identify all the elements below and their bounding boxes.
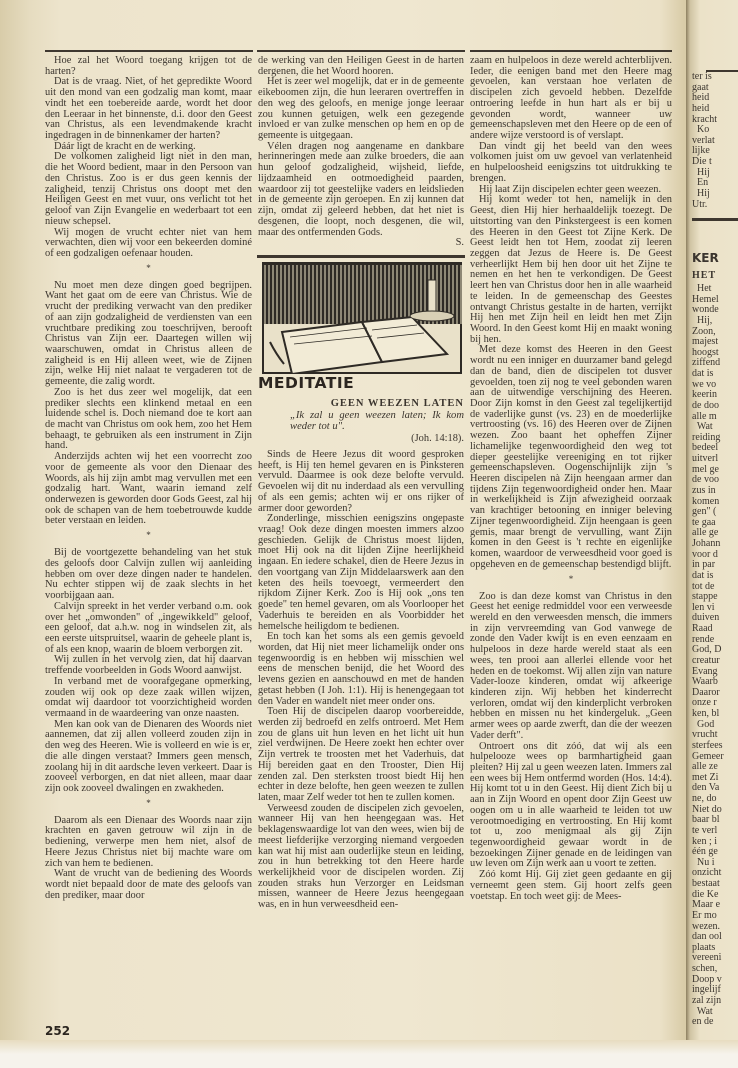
text-line: Er mo bbox=[692, 909, 717, 921]
text-line: en de bbox=[692, 1016, 714, 1028]
text-line: in par bbox=[692, 559, 716, 571]
text-line: mel ge bbox=[692, 463, 719, 475]
page-number: 252 bbox=[45, 1024, 71, 1038]
column-1 bbox=[45, 56, 252, 901]
text-line: zal zijn bbox=[692, 994, 722, 1006]
text-line: En bbox=[692, 177, 709, 189]
next-page-body-text bbox=[692, 284, 724, 1028]
paragraph: Daarom als een Dienaar des Woords naar zijn krachten en gaven getrouw wil zijn in de bediening, verwerpe men hem niet, alsof de Heere Jezus Christus niet bij machte ware om zich van hem te bedienen. bbox=[45, 814, 252, 869]
section-separator: * bbox=[146, 530, 151, 541]
text-line: voor d bbox=[692, 548, 718, 560]
text-line: Waarb bbox=[692, 676, 718, 688]
text-line: rende bbox=[692, 633, 715, 645]
text-line: sterfees bbox=[692, 739, 723, 751]
text-line: de voo bbox=[692, 474, 719, 486]
text-line: Hij bbox=[692, 187, 710, 199]
text-line: dan ool bbox=[692, 931, 722, 943]
text-line: Wat bbox=[692, 1005, 713, 1017]
text-line: Hij bbox=[692, 166, 710, 178]
text-line: Het bbox=[692, 283, 712, 294]
text-line: Evang bbox=[692, 665, 718, 677]
text-line: stappe bbox=[692, 591, 718, 603]
column-2-bottom bbox=[258, 450, 464, 911]
paragraph: Het is zeer wel mogelijk, dat er in de gemeente eikeboomen zijn, die hun leeraren overtreffen in den weg des geloofs, en menige jonge leeraar zou kunnen getuigen, welk een gezegende invloed er van zulke menschen op hem en op de gemeente is uitgegaan. bbox=[258, 76, 464, 142]
paragraph: Met deze komst des Heeren in den Geest wordt nu een inniger en duurzamer band gelegd dan de band, dien de discipelen tot dusver gevoelden, toen zij nog te veel gebonden waren aan de uitwendige verschijning des Heeren. Door Zijn komst in den Geest zal tegelijkertijd de vaderlijke gunst (vs. 23) en de moederlijke vertroosting (vs. 16) des Heeren over de Zijnen wezen. Zoo baant het opheffen Zijner lichamelijke tegenwoordigheid den weg tot dieper geestelijke vereeniging en tot rijker gemeenschapsleven. Oogenschijnlijk zijn 's Heeren discipelen nà Zijn heengaan armer dan tijdens Zijn tegenwoordigheid onder hen. Maar in werkelijkheid is Zijn afwezigheid oorzaak van krachtiger betooning en inniger beleving Zijner tegenwoordigheid. Zijn heengaan is geen gemis, maar brengt de vervulling, want Zijn komen in den Geest is 't rechte en eigenlijke komen, waardoor de verweesdheid voor goed is opgeheven en de gemeenschap bestendigd blijft. bbox=[470, 344, 672, 570]
scripture-reference: (Joh. 14:18). bbox=[411, 433, 464, 444]
scripture-quote: „Ik zal u geen weezen laten; Ik kom weder tot u". bbox=[290, 410, 464, 432]
paragraph: Hoe zal het Woord toegang krijgen tot de harten? bbox=[45, 55, 252, 77]
section-separator: * bbox=[146, 262, 151, 273]
next-page-rule bbox=[692, 218, 738, 221]
text-line: schen, bbox=[692, 963, 718, 974]
paragraph: En toch kan het soms als een gemis gevoeld worden, dat Hij niet meer lichamelijk onder ons tegenwoordig is en hebben wij misschien wel eens de menschen benijd, die het Woord des levens gezien en aanschouwd en met de handen getast hebben (I Joh. 1:1). Hij is henengegaan tot den Vader en wandelt niet meer onder ons. bbox=[258, 631, 464, 707]
text-line: wezen. bbox=[692, 920, 721, 932]
text-line: te verl bbox=[692, 824, 718, 836]
section-heading: MEDITATIE bbox=[258, 374, 355, 392]
text-line: tot de bbox=[692, 580, 715, 592]
paragraph: Anderzijds achten wij het een voorrecht zoo voor de gemeente als voor den Dienaar des Woords, als hij zijn ambt mag vervullen met een godzalig hart. Want, waarin iemand zelf onderwezen is geworden door Gods Geest, zal hij ook de schapen van de hem toebetrouwde kudde beter verstaan en leiden. bbox=[45, 451, 252, 527]
text-line: bestaat bbox=[692, 878, 720, 889]
text-line: wonde bbox=[692, 304, 719, 316]
paragraph: Bij de voortgezette behandeling van het stuk des geloofs door Calvijn zullen wij aanleiding hebben om over deze dingen nader te handelen. Nu echter stippen wij de zaak slechts in het voorbijgaan aan. bbox=[45, 547, 252, 602]
paragraph: Wij zullen in het vervolg zien, dat hij daarvan treffende voorbeelden in Gods Woord aanwijst. bbox=[45, 654, 252, 677]
text-line: ne, do bbox=[692, 793, 717, 804]
paragraph: Toen Hij de discipelen daarop voorbereidde, werden zij bedroefd en zelfs ontroerd. Met Hem zou de glans uit hun leven en het licht uit hun ziel verdwijnen. De Heere zoekt hen echter over Zijn vertrek te troosten met het Vaderhuis, dat Hij bereiden gaat en den Trooster, Dien Hij zenden zal. Den sterksten troost biedt Hij hen echter in deze belofte, hen geen weezen te zullen laten, maar Zelf weder tot hen te zullen komen. bbox=[258, 706, 464, 803]
text-line: Zoon, bbox=[692, 325, 716, 337]
paragraph: Hij komt weder tot hen, namelijk in den Geest, dien Hij hier herhaaldelijk toezegt. De uitstorting van den Pinkstergeest is een komen des Heeren in den Geest tot Zijne Kerk. De Geest leidt hen tot Hem, zoodat zij leeren zeggen dat Jezus de Heere is. De Geest verheerlijkt Hem bij hen door uit het Zijne te nemen en het hen te verkondigen. De Geest leert hen van Christus door hen in alle waarheid te leiden. In de gemeenschap des Geestes ontvangt Christus gestalte in de harten, verrijkt Hij hen met Zijn heil en leidt hen met Zijn Woord. In den Geest komt Hij en maakt woning bij hen. bbox=[470, 194, 672, 345]
article-title: GEEN WEEZEN LATEN bbox=[330, 398, 464, 409]
text-line: de doo bbox=[692, 399, 719, 411]
text-line: heid bbox=[692, 102, 710, 114]
paragraph: In verband met de voorafgegane opmerking, zouden wij ook op deze zaak willen wijzen, omdat wij daardoor tot voorzichtigheid worden vermaand in de waardeering van onze naasten. bbox=[45, 675, 252, 719]
text-line: Johann bbox=[692, 538, 721, 549]
text-line: te gaa bbox=[692, 516, 716, 528]
text-line: lijke bbox=[692, 145, 710, 157]
text-line: ken ; i bbox=[692, 835, 717, 847]
text-line: vrucht bbox=[692, 729, 718, 741]
section-separator: * bbox=[146, 797, 151, 808]
paragraph: Sinds de Heere Jezus dit woord gesproken heeft, is Hij ten hemel gevaren en is Pinksteren vervuld. Daarmee is ook deze belofte vervuld. Gevoelen wij dit nu inderdaad als een vervulling of als een gemis; achten wij er ons rijker of armer door geworden? bbox=[258, 449, 464, 514]
section-separator: * bbox=[568, 573, 574, 584]
paragraph: Wij mogen de vrucht echter niet van hem verwachten, dien wij voor een bekeerden dominé of een godzaligen oefenaar houden. bbox=[45, 226, 252, 259]
text-line: Hij, bbox=[692, 314, 713, 326]
text-line: onzicht bbox=[692, 867, 722, 879]
text-line: len vi bbox=[692, 601, 715, 613]
paragraph: Ontroert ons dit zóó, dat wij als een hulpelooze wees op barmhartigheid gaan pleiten? Hij zal u geen weezen laten. Immers zal een wees bij Hem ontfermd worden (Hos. 14:4). Hij komt tot u in den Geest. Hij dient Zich bij u aan in Zijn Woord en opent door Zijn Geest uw oogen om u in alle waarheid te leiden tot uw verootmoediging en vertroosting. En Hij komt tot u, zoo menigmaal als gij Zijn tegenwoordigheid gewaar wordt in de bezoekingen Zijner genade en de leidingen van uw leven om Zijn werk aan u voort te zetten. bbox=[470, 740, 672, 870]
text-line: dat is bbox=[692, 368, 714, 379]
column-3 bbox=[470, 56, 672, 902]
text-line: één ge bbox=[692, 846, 718, 858]
text-line: met Zi bbox=[692, 771, 719, 783]
text-line: God bbox=[692, 718, 715, 730]
paragraph: Zoo is het dus zeer wel mogelijk, dat een prediker slechts een klinkend metaal en een luidende schel is. Doch niemand doe te kort aan de macht van Christus om ook hem, zoo het Hem behaagt, te gebruiken als een instrument in Zijn hand. bbox=[45, 386, 252, 452]
text-line: alle m bbox=[692, 410, 717, 422]
paragraph: Calvijn spreekt in het verder verband o.m. ook over het „omwonden" of „ingewikkeld" geloof, een geloof, dat a.h.w. nog in windselen zit, als een eerste uitspruitsel, waarin de geheele plant is, of als een knop, waarin de bloem verborgen zit. bbox=[45, 600, 252, 655]
text-line: Gemeer bbox=[692, 750, 724, 762]
paragraph: Dat is de vraag. Niet, of het gepredikte Woord uit den mond van een godzalig man komt, maar vindt het een toebereide aarde, wordt het door den Leeraar in het binnenste, d.i. door den Geest van Christus, als een levendmakende kracht ingedragen in de binnenkamer der harten? bbox=[45, 76, 252, 142]
paragraph: Dan vindt gij het beeld van den wees volkomen juist om uw gevoel van verlatenheid en hulpeloosheid eenigszins tot uitdrukking te brengen. bbox=[470, 140, 672, 184]
text-line: Raad bbox=[692, 623, 713, 634]
text-line: baar bl bbox=[692, 814, 720, 826]
section-divider bbox=[257, 255, 465, 258]
next-page-heading: KER bbox=[692, 251, 719, 265]
text-line: majest bbox=[692, 336, 719, 348]
text-line: creatur bbox=[692, 654, 720, 666]
paragraph: Nu moet men deze dingen goed begrijpen. Want het gaat om de eere van Christus. Wie de vrucht der prediking verwacht van den prediker of aan zijn godzaligheid de verdiensten van een vruchtbare prediking zou toeschrijven, berooft Christus van Zijn eer. Daartegen willen wij waarschuwen, omdat in Christus alleen de zaligheid is en Hij alleen weet, wie de Zijnen zijn, welke Hij niet nalaat te vergaderen tot de gemeente, die zalig wordt. bbox=[45, 279, 252, 388]
scan-bottom-margin bbox=[0, 1040, 738, 1068]
bible-candle-illustration bbox=[262, 262, 462, 374]
top-rule-col2 bbox=[257, 50, 465, 52]
paragraph: Men kan ook van de Dienaren des Woords niet aannemen, dat zij allen volleerd zouden zijn in den weg des Heeren. Wie is volleerd en wie is er, die alle dingen verstaat? Immers geen mensch, zoolang hij in dit aardsche leven verkeert. Daar is zooveel verborgen, en dat niet alleen, maar daar zijn ook zooveel dwalingen en zwakheden. bbox=[45, 718, 252, 794]
next-page-top-text bbox=[692, 72, 717, 210]
text-line: God, D bbox=[692, 644, 722, 656]
text-line: uitverl bbox=[692, 453, 719, 464]
text-line: Nu i bbox=[692, 856, 715, 868]
text-line: alle ge bbox=[692, 527, 719, 539]
text-line: alle ze bbox=[692, 761, 718, 773]
paragraph: zaam en hulpeloos in deze wereld achterblijven. Ieder, die eenigen band met den Heere mag gevoelen, kan verstaan hoe verlaten de discipelen zich gevoeld hebben. Dezelfde ontroering leefde in hun hart als er bij u gevonden wordt, wanneer uw gemeenschapsleven met den Heere op de een of andere wijze verstoord is of verslapt. bbox=[470, 55, 672, 142]
column-2-top bbox=[258, 56, 464, 249]
text-line: Doop v bbox=[692, 973, 722, 985]
paragraph: Zoo is dan deze komst van Christus in den Geest het eenige redmiddel voor een verweesde wereld en den verweesden mensch, die immers in zijn vervreemding van God vanwege de zonde den Vader kwijt is en even eenzaam en hulpeloos in deze harde wereld staat als een wees, ten prooi aan allerlei ellende voor het heden en de toekomst. Wij allen zijn van nature Vader-looze kinderen, omdat wij afkeerige kinderen zijn. Wij hebben het kinderrecht verloren, omdat wij den kinderplicht verbroken hebben en missen nu het kindergeluk. „Geen armer wees op aarde zwerft, dan die der weezen Vader derft". bbox=[470, 590, 672, 741]
text-line: ingelijf bbox=[692, 984, 721, 996]
paragraph: Dáár ligt de kracht en de werking. bbox=[54, 140, 196, 152]
text-line: die Ke bbox=[692, 888, 719, 900]
next-page-subheading: HET bbox=[692, 270, 717, 281]
text-line: onze r bbox=[692, 697, 717, 709]
text-line: Utr. bbox=[692, 198, 708, 210]
author-signature: S. bbox=[455, 237, 464, 249]
text-line: Niet do bbox=[692, 803, 722, 815]
text-line: Hemel bbox=[692, 293, 719, 305]
paragraph: Zóó komt Hij. Gij ziet geen gedaante en gij verneemt geen stem. Gij hoort zelfs geen voetstap. En toch weet gij: de Mees- bbox=[470, 869, 672, 902]
text-line: bedeel bbox=[692, 442, 719, 454]
text-line: gen" ( bbox=[692, 506, 717, 518]
text-line: keerin bbox=[692, 389, 717, 401]
text-line: ziffend bbox=[692, 357, 721, 369]
text-line: kracht bbox=[692, 113, 717, 125]
text-line: zus in bbox=[692, 484, 716, 496]
paragraph: de werking van den Heiligen Geest in de harten dergenen, die het Woord hooren. bbox=[258, 55, 464, 77]
text-line: Wat bbox=[692, 421, 713, 433]
text-line: ter is bbox=[692, 71, 712, 82]
text-line: hoogst bbox=[692, 346, 719, 358]
text-line: komen bbox=[692, 495, 720, 507]
text-line: Daaror bbox=[692, 686, 720, 698]
text-line: verlat bbox=[692, 134, 715, 146]
top-rule-col1 bbox=[45, 50, 253, 52]
text-line: vereeni bbox=[692, 952, 722, 964]
paragraph: Hij laat Zijn discipelen echter geen weezen. bbox=[479, 183, 662, 195]
top-rule-col3 bbox=[470, 50, 672, 52]
text-line: Maar e bbox=[692, 899, 721, 911]
paragraph: Vélen dragen nog aangename en dankbare herinneringen mede aan zulke broeders, die aan hun geloof godzaligheid, wijsheid, liefde, lijdzaamheid en ootmoedigheid paarden, waardoor zij tot geestelijke vaders en leidslieden in de gemeente zijn geroepen. En zij kunnen dat zijn, omdat zij geleerd hebben, dat het niet is desgenen, die loopt, noch desgenen, die wil, maar des ontfermenden Gods. bbox=[258, 140, 464, 238]
text-line: den Va bbox=[692, 782, 720, 794]
text-line: plaats bbox=[692, 941, 716, 953]
paragraph: Verweesd zouden de discipelen zich gevoelen, wanneer Hij van hen heengegaan was. Het beklagenswaardige lot van den wees, wien bij de meest liefderijke verzorging niemand vergoeden kan wat hij mist aan ouderlijke steun en leiding, zou in hun betrekking tot den Heere harde werkelijkheid voor de discipelen worden. Zij zouden straks hun Verzorger en Leidsman missen, wanneer de Heere Jezus heengegaan was, en in hun verweesdheid een- bbox=[258, 802, 464, 911]
text-line: duiven bbox=[692, 612, 720, 624]
text-line: gaat bbox=[692, 81, 709, 93]
paragraph: De volkomen zaligheid ligt niet in den man, die het Woord bedient, maar in den Persoon van den Christus. Zoo is er dus geen kennis der zaligheid, tenzij Christus ons doopt met den Heiligen Geest en met vuur, ons verlicht tot het geloof van Zijn Evangelie en wederbaart tot een nieuw schepsel. bbox=[45, 151, 252, 227]
text-line: Die t bbox=[692, 156, 712, 167]
paragraph: Zonderlinge, misschien eenigszins ongepaste vraag! Ook deze dingen moesten immers alzoo geschieden. Gelijk de Christus moest lijden, moet Hij ook na dit lijden Zijne heerlijkheid ingaan. En iedere schakel, dien de Heere Jezus in den voortgang van Zijn Middelaarswerk aan den keten des heils toevoegt, vermeerdert den rijkdom Zijner Kerk. Zoo is Hij ook „ons ten goede" ten hemel gevaren, om als Voorlooper het Vaderhuis te bereiden en als Voorbidder het hemelsche heiligdom te bedienen. bbox=[258, 513, 464, 632]
paragraph: Want de vrucht van de bediening des Woords wordt niet bepaald door de mate des geloofs van den prediker, maar door bbox=[45, 868, 252, 901]
text-line: we vo bbox=[692, 378, 717, 390]
text-line: dat is bbox=[692, 569, 714, 581]
text-line: heid bbox=[692, 92, 710, 104]
text-line: Ko bbox=[692, 124, 710, 136]
text-line: ken, bl bbox=[692, 708, 720, 719]
text-line: reiding bbox=[692, 431, 721, 443]
